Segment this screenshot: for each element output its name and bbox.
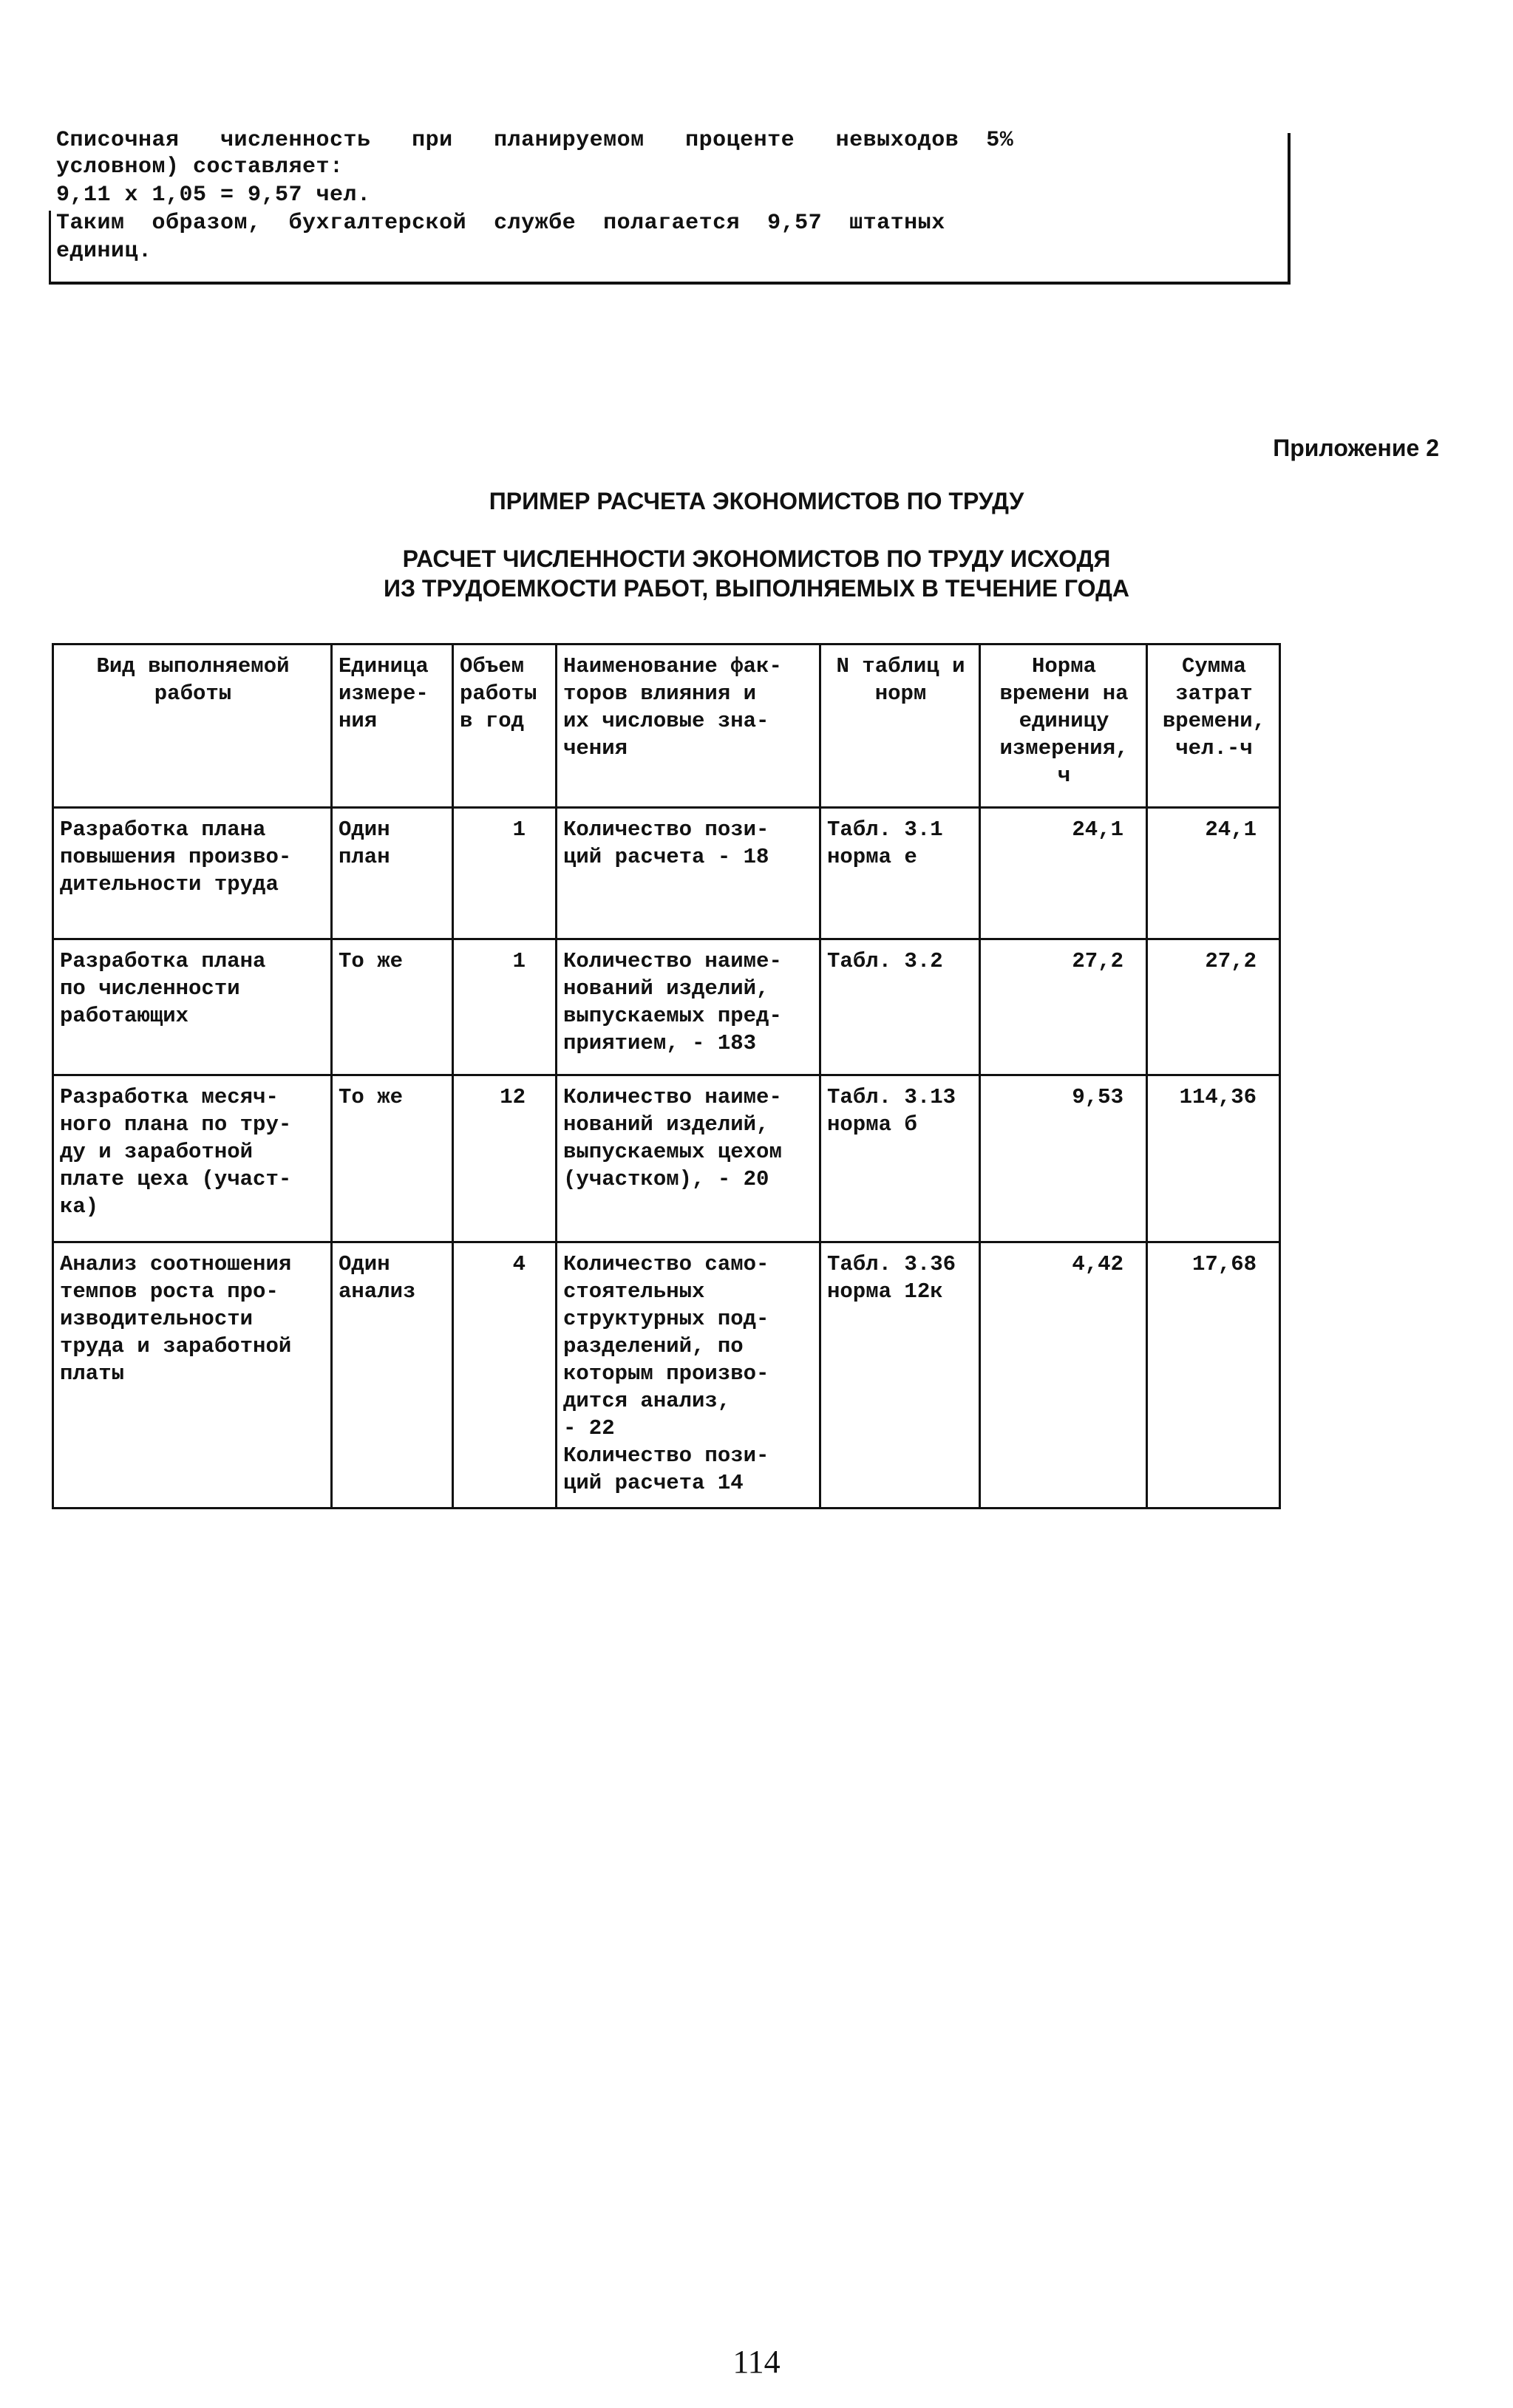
cell-factors: Количество само- стоятельных структурных под- разделений, по которым произво- дится анализ, - 22 Количество пози- ций расчета 14 (557, 1242, 820, 1509)
left-border-line (49, 211, 51, 285)
header-tables-norms: N таблиц и норм (820, 644, 980, 808)
table-header-row (53, 644, 1280, 808)
cell-norm: 24,1 (980, 808, 1147, 939)
cell-work: Анализ соотношения темпов роста про- изводительности труда и заработной платы (53, 1242, 332, 1509)
cell-unit: То же (332, 1075, 453, 1242)
cell-volume: 1 (453, 939, 557, 1075)
calc-title-line-2: ИЗ ТРУДОЕМКОСТИ РАБОТ, ВЫПОЛНЯЕМЫХ В ТЕЧЕНИЕ ГОДА (383, 575, 1129, 602)
cell-tables: Табл. 3.13 норма б (820, 1075, 980, 1242)
example-title: ПРИМЕР РАСЧЕТА ЭКОНОМИСТОВ ПО ТРУДУ (489, 488, 1024, 514)
table-row (53, 1075, 1280, 1242)
note-line-2: условном) составляет: (56, 154, 344, 180)
cell-norm: 4,42 (980, 1242, 1147, 1509)
appendix-label: Приложение 2 (1273, 435, 1439, 461)
cell-work: Разработка плана по численности работающих (53, 939, 332, 1075)
cell-tables: Табл. 3.36 норма 12к (820, 1242, 980, 1509)
note-line-4: Таким образом, бухгалтерской службе полагается 9,57 штатных (56, 211, 945, 236)
header-factors: Наименование фак- торов влияния и их числовые зна- чения (557, 644, 820, 808)
cell-volume: 1 (453, 808, 557, 939)
cell-unit: Один анализ (332, 1242, 453, 1509)
cell-total: 17,68 (1147, 1242, 1280, 1509)
calculation-table (52, 643, 1281, 1509)
table-row (53, 1242, 1280, 1509)
cell-volume: 12 (453, 1075, 557, 1242)
header-unit: Единица измере- ния (332, 644, 453, 808)
cell-factors: Количество наиме- нований изделий, выпускаемых пред- приятием, - 183 (557, 939, 820, 1075)
cell-total: 24,1 (1147, 808, 1280, 939)
cell-total: 114,36 (1147, 1075, 1280, 1242)
header-work-type: Вид выполняемой работы (53, 644, 332, 808)
cell-tables: Табл. 3.1 норма е (820, 808, 980, 939)
bottom-border-line (49, 282, 1291, 285)
header-time-norm: Норма времени на единицу измерения, ч (980, 644, 1147, 808)
calc-title (0, 544, 1513, 603)
note-line-1: Списочная численность при планируемом проценте невыходов 5% (56, 128, 1014, 153)
cell-volume: 4 (453, 1242, 557, 1509)
cell-work: Разработка месяч- ного плана по тру- ду и заработной плате цеха (участ- ка) (53, 1075, 332, 1242)
header-volume: Объем работы в год (453, 644, 557, 808)
table-row (53, 808, 1280, 939)
page-number: 114 (732, 2344, 781, 2380)
cell-norm: 9,53 (980, 1075, 1147, 1242)
cell-norm: 27,2 (980, 939, 1147, 1075)
cell-factors: Количество наиме- нований изделий, выпускаемых цехом (участком), - 20 (557, 1075, 820, 1242)
cell-unit: То же (332, 939, 453, 1075)
note-line-5: единиц. (56, 239, 152, 264)
note-line-3: 9,11 х 1,05 = 9,57 чел. (56, 183, 371, 208)
header-total-time: Сумма затрат времени, чел.-ч (1147, 644, 1280, 808)
right-border-line (1288, 133, 1291, 285)
cell-unit: Один план (332, 808, 453, 939)
cell-total: 27,2 (1147, 939, 1280, 1075)
cell-factors: Количество пози- ций расчета - 18 (557, 808, 820, 939)
cell-work: Разработка плана повышения произво- дительности труда (53, 808, 332, 939)
top-note-block (49, 126, 1291, 285)
table-row (53, 939, 1280, 1075)
calc-title-line-1: РАСЧЕТ ЧИСЛЕННОСТИ ЭКОНОМИСТОВ ПО ТРУДУ ИСХОДЯ (402, 545, 1111, 572)
cell-tables: Табл. 3.2 (820, 939, 980, 1075)
